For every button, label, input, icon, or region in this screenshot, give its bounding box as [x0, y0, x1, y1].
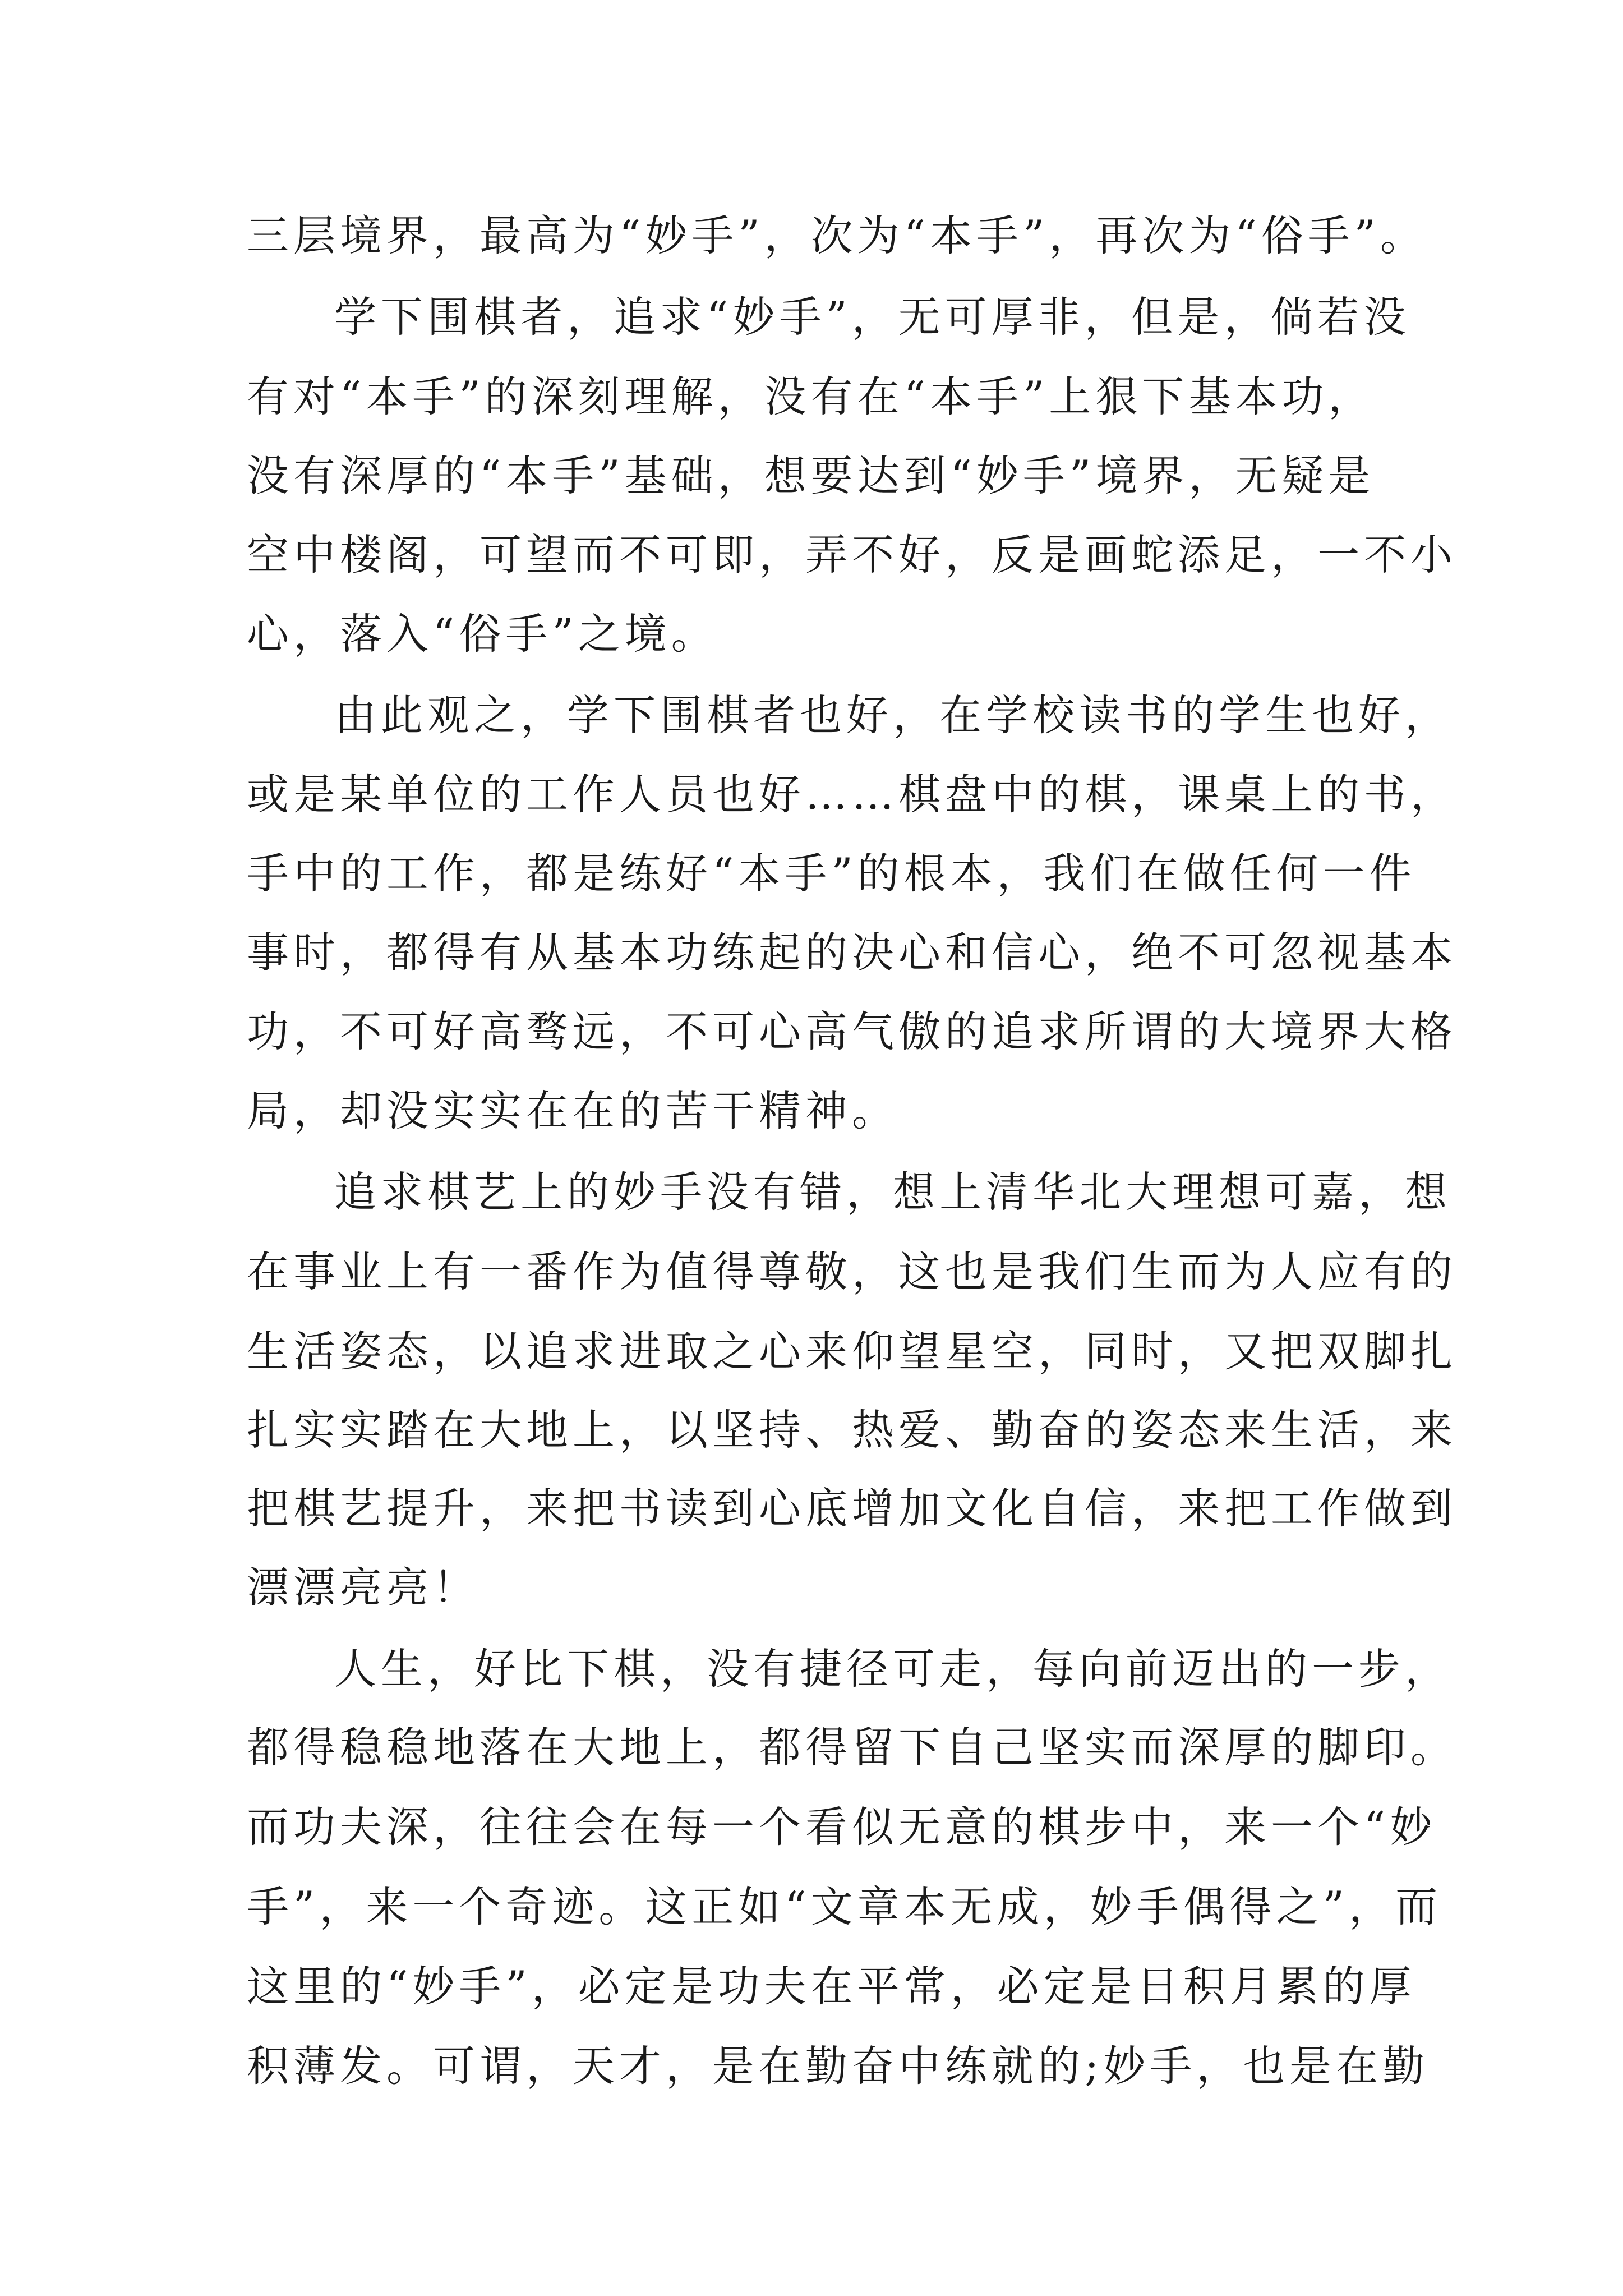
text-line: 心，落入“俗手”之境。: [247, 609, 718, 659]
paragraph-start-line: 追求棋艺上的妙手没有错，想上清华北大理想可嘉，想: [334, 1167, 1452, 1217]
paragraph-start-line: 由此观之，学下围棋者也好，在学校读书的学生也好，: [334, 691, 1452, 740]
text-line: 而功夫深，往往会在每一个看似无意的棋步中，来一个“妙: [247, 1802, 1437, 1852]
text-line: 有对“本手”的深刻理解，没有在“本手”上狠下基本功，: [247, 372, 1375, 421]
text-line: 事时，都得有从基本功练起的决心和信心，绝不可忽视基本: [247, 928, 1458, 977]
text-line: 手”，来一个奇迹。这正如“文章本无成，妙手偶得之”，而: [247, 1882, 1442, 1931]
text-line: 把棋艺提升，来把书读到心底增加文化自信，来把工作做到: [247, 1484, 1458, 1533]
text-line: 生活姿态，以追求进取之心来仰望星空，同时，又把双脚扎: [247, 1327, 1458, 1376]
text-line: 都得稳稳地落在大地上，都得留下自己坚实而深厚的脚印。: [247, 1723, 1458, 1772]
text-line: 功，不可好高骛远，不可心高气傲的追求所谓的大境界大格: [247, 1007, 1458, 1056]
text-line: 扎实实踏在大地上，以坚持、热爱、勤奋的姿态来生活，来: [247, 1405, 1458, 1455]
paragraph-start-line: 学下围棋者，追求“妙手”，无可厚非，但是，倘若没: [334, 292, 1410, 342]
text-line: 积薄发。可谓，天才，是在勤奋中练就的;妙手，也是在勤: [247, 2041, 1430, 2091]
text-line: 空中楼阁，可望而不可即，弄不好，反是画蛇添足，一不小: [247, 530, 1458, 579]
text-line: 没有深厚的“本手”基础，想要达到“妙手”境界，无疑是: [247, 451, 1375, 500]
text-line: 或是某单位的工作人员也好……棋盘中的棋，课桌上的书，: [247, 770, 1458, 819]
text-line: 这里的“妙手”，必定是功夫在平常，必定是日积月累的厚: [247, 1962, 1416, 2011]
paragraph-start-line: 人生，好比下棋，没有捷径可走，每向前迈出的一步，: [334, 1644, 1452, 1694]
text-line: 手中的工作，都是练好“本手”的根本，我们在做任何一件: [247, 849, 1416, 898]
text-line: 在事业上有一番作为值得尊敬，这也是我们生而为人应有的: [247, 1247, 1458, 1296]
text-line: 局，却没实实在在的苦干精神。: [247, 1086, 899, 1135]
text-line: 漂漂亮亮！: [247, 1563, 480, 1612]
text-line: 三层境界，最高为“妙手”，次为“本手”，再次为“俗手”。: [247, 211, 1427, 260]
